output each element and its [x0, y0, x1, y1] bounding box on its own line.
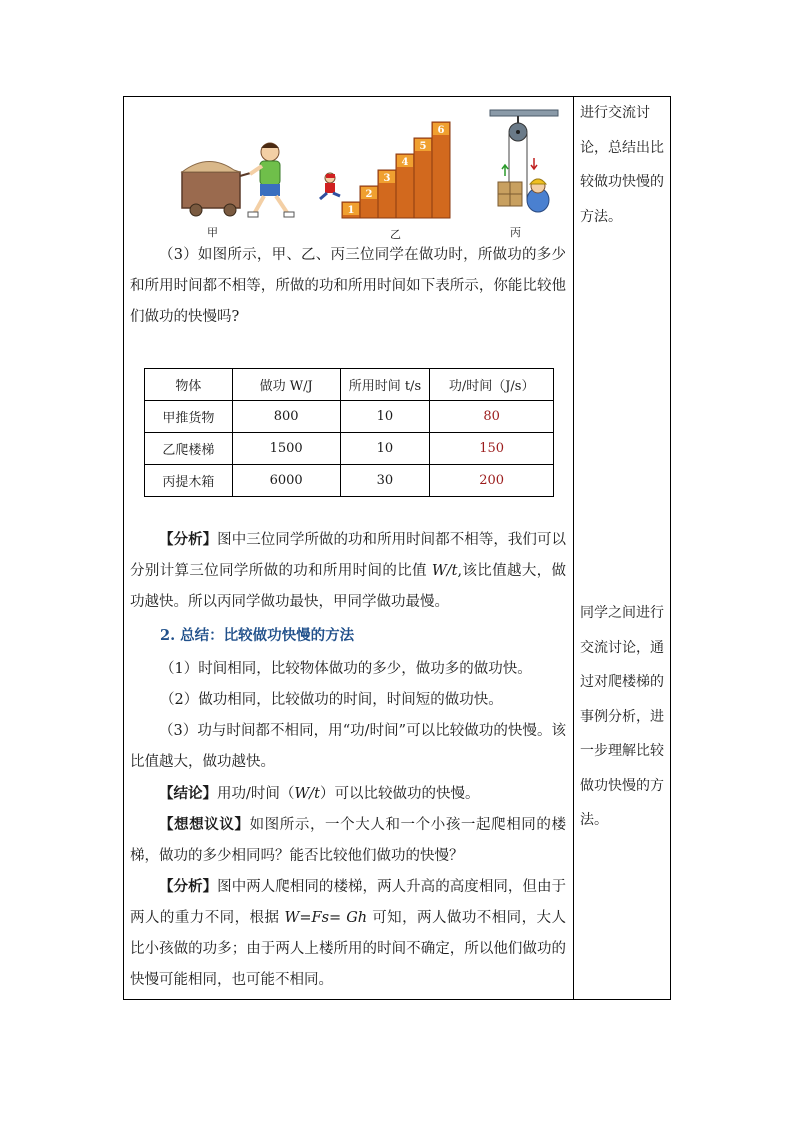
- table-cell: 6000: [232, 465, 340, 497]
- table-cell: 30: [340, 465, 430, 497]
- table-cell: 甲推货物: [145, 401, 233, 433]
- work-illustration: [150, 104, 568, 244]
- pulley-figure: [490, 110, 558, 212]
- table-cell: 10: [340, 401, 430, 433]
- conclusion-paragraph: 【结论】用功/时间（W/t）可以比较做功的快慢。: [159, 785, 480, 802]
- table-cell: 80: [430, 401, 554, 433]
- question-paragraph: （3）如图所示，甲、乙、丙三位同学在做功时，所做功的多少和所用时间都不相等，所做的功和所用时间如下表所示，你能比较他们做功的快慢吗?: [130, 247, 566, 325]
- summary-item-2: （2）做功相同，比较做功的时间，时间短的做功快。: [160, 692, 503, 708]
- work-data-table: [144, 368, 554, 497]
- side-note-top: 进行交流讨论，总结出比较做功快慢的方法。: [580, 105, 664, 225]
- step-number: 4: [401, 157, 409, 168]
- analysis-tag: 【分析】: [159, 531, 218, 548]
- analysis-paragraph-2: 【分析】图中两人爬相同的楼梯，两人升高的高度相同，但由于两人的重力不同，根据 W=Fs= Gh 可知，两人做功不相同，大人比小孩做的功多；由于两人上楼所用的时间不确定，所以他们做功的快慢可能相同，也可能不相同。: [130, 878, 567, 988]
- analysis-paragraph-1: 【分析】图中三位同学所做的功和所用时间都不相等，我们可以分别计算三位同学所做的功和所用时间的比值 W/t,该比值越大，做功越快。所以丙同学做功最快，甲同学做功最慢。: [130, 531, 567, 610]
- analysis-tag: 【分析】: [159, 878, 218, 895]
- caption-bing: 丙: [510, 226, 521, 239]
- summary-item-3: （3）功与时间都不相同，用“功/时间”可以比较做功的快慢。该比值越大，做功越快。: [130, 723, 566, 770]
- caption-yi: 乙: [390, 228, 401, 241]
- formula: W=Fs= Gh: [284, 910, 368, 926]
- table-cell: 1500: [232, 433, 340, 465]
- summary-item-1: （1）时间相同，比较物体做功的多少，做功多的做功快。: [160, 661, 532, 677]
- table-header-cell: 物体: [145, 369, 233, 401]
- formula: W/t: [294, 786, 321, 802]
- illustration-svg: [150, 104, 568, 244]
- table-header-row: [145, 369, 554, 401]
- table-cell: 乙爬楼梯: [145, 433, 233, 465]
- step-number: 5: [419, 141, 427, 152]
- cart-pusher-figure: [182, 143, 294, 217]
- table-cell: 150: [430, 433, 554, 465]
- table-row: [145, 465, 554, 497]
- table-row: [145, 401, 554, 433]
- column-divider: [573, 96, 574, 1000]
- formula: W/t: [431, 563, 458, 579]
- table-row: [145, 433, 554, 465]
- table-cell: 10: [340, 433, 430, 465]
- table-cell: 200: [430, 465, 554, 497]
- table-cell: 丙提木箱: [145, 465, 233, 497]
- staircase-figure: [320, 122, 450, 218]
- table-cell: 800: [232, 401, 340, 433]
- discussion-paragraph: 【想想议议】如图所示，一个大人和一个小孩一起爬相同的楼梯，做功的多少相同吗？能否比较他们做功的快慢？: [130, 816, 566, 864]
- discussion-tag: 【想想议议】: [159, 816, 250, 833]
- side-note-middle: 同学之间进行交流讨论，通过对爬楼梯的事例分析，进一步理解比较做功快慢的方法。: [580, 605, 664, 828]
- conclusion-tag: 【结论】: [159, 785, 217, 802]
- summary-heading: 2. 总结：比较做功快慢的方法: [160, 627, 355, 644]
- table-header-cell: 所用时间 t/s: [340, 369, 430, 401]
- step-number: 6: [437, 125, 445, 136]
- step-number: 3: [383, 173, 391, 184]
- caption-jia: 甲: [207, 226, 218, 239]
- table-header-cell: 做功 W/J: [232, 369, 340, 401]
- step-number: 1: [347, 205, 355, 216]
- step-number: 2: [365, 189, 373, 200]
- table-header-cell: 功/时间（J/s）: [430, 369, 554, 401]
